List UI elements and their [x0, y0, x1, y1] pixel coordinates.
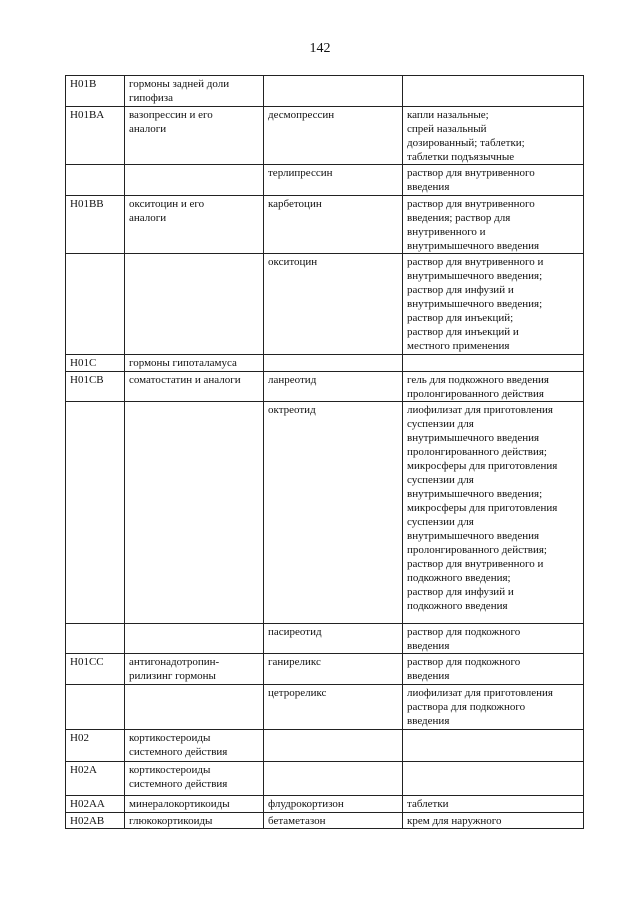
table-row	[66, 76, 584, 107]
dosage-form	[403, 355, 584, 372]
dosage-form	[403, 730, 584, 762]
drug-name	[264, 762, 403, 796]
atc-code: H01CC	[66, 654, 125, 685]
drug-name	[264, 355, 403, 372]
drug-name: пасиреотид	[264, 624, 403, 654]
dosage-form: раствор для внутривенного и внутримышечного введения; раствор для инфузий и внутримышечного введения; раствор для инъекций; раствор для инъекций и местного применения	[403, 254, 584, 355]
table-row	[66, 196, 584, 254]
table-row	[66, 813, 584, 829]
table-row	[66, 372, 584, 402]
atc-group	[125, 254, 264, 355]
drug-name: десмопрессин	[264, 107, 403, 165]
atc-group: гормоны задней доли гипофиза	[125, 76, 264, 107]
atc-group: антигонадотропин- рилизинг гормоны	[125, 654, 264, 685]
atc-code: H01BB	[66, 196, 125, 254]
dosage-form: гель для подкожного введения пролонгированного действия	[403, 372, 584, 402]
table-row	[66, 165, 584, 196]
dosage-form	[403, 76, 584, 107]
dosage-form: раствор для внутривенного введения; раствор для внутривенного и внутримышечного введения	[403, 196, 584, 254]
dosage-form: таблетки	[403, 796, 584, 813]
table-row	[66, 254, 584, 355]
atc-group: глюкокортикоиды	[125, 813, 264, 829]
atc-group	[125, 165, 264, 196]
atc-code: H01B	[66, 76, 125, 107]
atc-code: H02AB	[66, 813, 125, 829]
drug-name: ганиреликс	[264, 654, 403, 685]
table-row	[66, 762, 584, 796]
drug-name: ланреотид	[264, 372, 403, 402]
drug-name: октреотид	[264, 402, 403, 624]
table-row	[66, 107, 584, 165]
table-row	[66, 402, 584, 624]
atc-group: кортикостероиды системного действия	[125, 762, 264, 796]
atc-group	[125, 402, 264, 624]
atc-code	[66, 685, 125, 730]
atc-group	[125, 624, 264, 654]
drug-name: окситоцин	[264, 254, 403, 355]
drug-name: флудрокортизон	[264, 796, 403, 813]
drug-name	[264, 76, 403, 107]
dosage-form: лиофилизат для приготовления суспензии для внутримышечного введения пролонгированного действия; микросферы для приготовления суспензии для внутримышечного введения; микросферы для приготовления суспензии для внутримышечного введения пролонгированного действия; раствор для внутривенного и подкожного введения; раствор для инфузий и подкожного введения	[403, 402, 584, 624]
atc-code: H01CB	[66, 372, 125, 402]
table-row	[66, 624, 584, 654]
atc-group: минералокортикоиды	[125, 796, 264, 813]
dosage-form	[403, 762, 584, 796]
table-row	[66, 654, 584, 685]
atc-code: H02A	[66, 762, 125, 796]
atc-code: H01C	[66, 355, 125, 372]
dosage-form: раствор для внутривенного введения	[403, 165, 584, 196]
table-row	[66, 685, 584, 730]
atc-code: H01BA	[66, 107, 125, 165]
atc-group: окситоцин и его аналоги	[125, 196, 264, 254]
atc-code: H02	[66, 730, 125, 762]
dosage-form: раствор для подкожного введения	[403, 654, 584, 685]
table-row	[66, 355, 584, 372]
atc-group: кортикостероиды системного действия	[125, 730, 264, 762]
drug-name	[264, 730, 403, 762]
table-row	[66, 730, 584, 762]
dosage-form: крем для наружного	[403, 813, 584, 829]
dosage-form: лиофилизат для приготовления раствора для подкожного введения	[403, 685, 584, 730]
atc-group: гормоны гипоталамуса	[125, 355, 264, 372]
atc-group: вазопрессин и его аналоги	[125, 107, 264, 165]
dosage-form: раствор для подкожного введения	[403, 624, 584, 654]
dosage-form: капли назальные; спрей назальный дозированный; таблетки; таблетки подъязычные	[403, 107, 584, 165]
drug-name: бетаметазон	[264, 813, 403, 829]
atc-code	[66, 165, 125, 196]
drug-name: карбетоцин	[264, 196, 403, 254]
atc-code	[66, 624, 125, 654]
atc-code	[66, 402, 125, 624]
table-row	[66, 796, 584, 813]
atc-group	[125, 685, 264, 730]
atc-code: H02AA	[66, 796, 125, 813]
drug-name: цетрореликс	[264, 685, 403, 730]
atc-code	[66, 254, 125, 355]
drug-table	[65, 75, 584, 829]
page-number: 142	[309, 41, 331, 56]
drug-name: терлипрессин	[264, 165, 403, 196]
atc-group: соматостатин и аналоги	[125, 372, 264, 402]
